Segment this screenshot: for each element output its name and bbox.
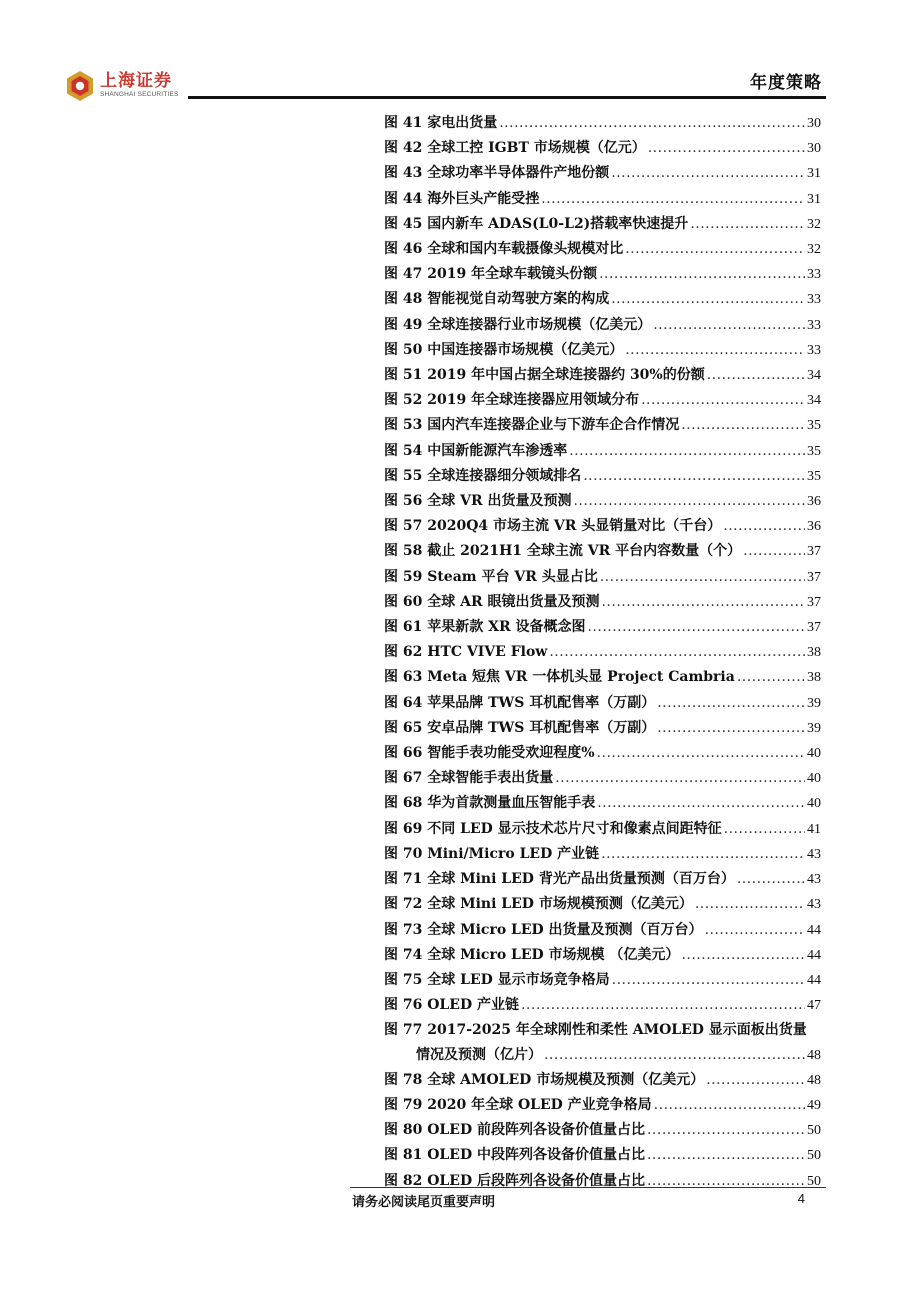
- dot-leader: [601, 590, 805, 614]
- toc-entry[interactable]: [384, 615, 821, 640]
- toc-entry[interactable]: [384, 817, 821, 842]
- toc-entry[interactable]: [384, 943, 821, 968]
- toc-entry-page: 35: [807, 418, 821, 434]
- toc-entry-label: 图 77 2017-2025 年全球刚性和柔性 AMOLED 显示面板出货量: [384, 1022, 807, 1039]
- toc-entry[interactable]: [384, 262, 821, 287]
- dot-leader: [499, 111, 805, 135]
- toc-entry-page: 41: [807, 821, 821, 837]
- toc-entry-label: 图 56 全球 VR 出货量及预测: [384, 493, 572, 510]
- dot-leader: [597, 741, 805, 765]
- footer-divider: [350, 1187, 826, 1188]
- toc-entry[interactable]: [384, 691, 821, 716]
- dot-leader: [597, 791, 805, 815]
- toc-entry-page: 33: [807, 267, 821, 283]
- toc-entry-label: 图 49 全球连接器行业市场规模（亿美元）: [384, 316, 652, 333]
- toc-entry-label: 图 48 智能视觉自动驾驶方案的构成: [384, 291, 610, 308]
- dot-leader: [612, 968, 805, 992]
- dot-leader: [657, 716, 805, 740]
- toc-entry-label: 图 69 不同 LED 显示技术芯片尺寸和像素点间距特征: [384, 820, 722, 837]
- toc-entry-label: 图 70 Mini/Micro LED 产业链: [384, 845, 600, 862]
- toc-entry-label-continued: 情况及预测（亿片）: [416, 1046, 542, 1063]
- dot-leader: [724, 817, 805, 841]
- toc-entry-page: 37: [807, 544, 821, 560]
- toc-entry[interactable]: [384, 741, 821, 766]
- toc-entry-label: 图 55 全球连接器细分领域排名: [384, 467, 582, 484]
- toc-entry[interactable]: [384, 892, 821, 917]
- toc-entry-label: 图 65 安卓品牌 TWS 耳机配售率（万副）: [384, 719, 656, 736]
- toc-entry[interactable]: [384, 489, 821, 514]
- toc-entry[interactable]: [384, 1068, 821, 1093]
- toc-entry[interactable]: [384, 565, 821, 590]
- toc-entry[interactable]: [384, 388, 821, 413]
- toc-entry[interactable]: [384, 464, 821, 489]
- report-type-title: 年度策略: [750, 73, 822, 93]
- figure-index-list: [384, 111, 821, 1194]
- toc-entry-label: 图 67 全球智能手表出货量: [384, 770, 554, 787]
- toc-entry[interactable]: [384, 136, 821, 161]
- dot-leader: [569, 439, 805, 463]
- dot-leader: [737, 867, 805, 891]
- toc-entry-label: 图 51 2019 年中国占据全球连接器约 30%的份额: [384, 367, 705, 384]
- toc-entry-label: 图 81 OLED 中段阵列各设备价值量占比: [384, 1147, 645, 1164]
- toc-entry-page: 44: [807, 947, 821, 963]
- dot-leader: [653, 313, 805, 337]
- toc-entry[interactable]: [384, 590, 821, 615]
- toc-entry-page: 35: [807, 443, 821, 459]
- toc-entry-page: 50: [807, 1123, 821, 1139]
- toc-entry-page: 48: [807, 1047, 821, 1063]
- dot-leader: [743, 539, 805, 563]
- dot-leader: [549, 640, 805, 664]
- toc-entry-page: 48: [807, 1072, 821, 1088]
- toc-entry[interactable]: [384, 665, 821, 690]
- toc-entry-label: 图 73 全球 Micro LED 出货量及预测（百万台）: [384, 921, 703, 938]
- toc-entry[interactable]: [384, 539, 821, 564]
- toc-entry[interactable]: [384, 993, 821, 1018]
- toc-entry-label: 图 61 苹果新款 XR 设备概念图: [384, 619, 586, 636]
- toc-entry[interactable]: [384, 1093, 821, 1118]
- toc-entry-page: 33: [807, 292, 821, 308]
- toc-entry[interactable]: [384, 237, 821, 262]
- dot-leader: [611, 287, 805, 311]
- toc-entry[interactable]: [384, 1143, 821, 1168]
- dot-leader: [555, 766, 805, 790]
- toc-entry[interactable]: [384, 212, 821, 237]
- toc-entry-page: 33: [807, 342, 821, 358]
- toc-entry[interactable]: [384, 968, 821, 993]
- toc-entry[interactable]: [384, 187, 821, 212]
- dot-leader: [681, 413, 805, 437]
- toc-entry-page: 38: [807, 645, 821, 661]
- toc-entry-page: 40: [807, 746, 821, 762]
- toc-entry-label: 图 50 中国连接器市场规模（亿美元）: [384, 341, 624, 358]
- toc-entry[interactable]: [384, 439, 821, 464]
- toc-entry-label: 图 42 全球工控 IGBT 市场规模（亿元）: [384, 140, 646, 157]
- toc-entry-page: 47: [807, 998, 821, 1014]
- toc-entry[interactable]: [384, 716, 821, 741]
- toc-entry[interactable]: [384, 1169, 821, 1194]
- toc-entry-page: 50: [807, 1173, 821, 1189]
- toc-entry-label: 图 47 2019 年全球车载镜头份额: [384, 266, 598, 283]
- toc-entry-page: 35: [807, 468, 821, 484]
- toc-entry-label: 图 57 2020Q4 市场主流 VR 头显销量对比（千台）: [384, 518, 722, 535]
- footer-disclaimer: 请务必阅读尾页重要声明: [352, 1195, 496, 1210]
- dot-leader: [611, 161, 805, 185]
- toc-entry-label: 图 43 全球功率半导体器件产地份额: [384, 165, 610, 182]
- toc-entry[interactable]: [384, 338, 821, 363]
- company-logo: [64, 70, 179, 102]
- toc-entry-label: 图 80 OLED 前段阵列各设备价值量占比: [384, 1122, 645, 1139]
- toc-entry[interactable]: [384, 514, 821, 539]
- dot-leader: [654, 1093, 805, 1117]
- toc-entry-page: 32: [807, 242, 821, 258]
- toc-entry-page: 37: [807, 569, 821, 585]
- toc-entry-label: 图 66 智能手表功能受欢迎程度%: [384, 745, 595, 762]
- toc-entry-label: 图 76 OLED 产业链: [384, 997, 519, 1014]
- toc-entry-page: 49: [807, 1097, 821, 1113]
- toc-entry-label: 图 62 HTC VIVE Flow: [384, 644, 548, 661]
- toc-entry-label: 图 64 苹果品牌 TWS 耳机配售率（万副）: [384, 694, 656, 711]
- toc-entry-page: 39: [807, 720, 821, 736]
- toc-entry[interactable]: [384, 791, 821, 816]
- dot-leader: [690, 212, 805, 236]
- dot-leader: [544, 1043, 805, 1067]
- toc-entry-label: 图 63 Meta 短焦 VR 一体机头显 Project Cambria: [384, 669, 735, 686]
- dot-leader: [573, 489, 805, 513]
- dot-leader: [541, 187, 805, 211]
- logo-chinese-name: 上海证券: [100, 71, 172, 92]
- toc-entry[interactable]: [384, 640, 821, 665]
- logo-english-name: SHANGHAI SECURITIES: [100, 91, 179, 99]
- toc-entry-page: 40: [807, 771, 821, 787]
- toc-entry[interactable]: [384, 313, 821, 338]
- dot-leader: [641, 388, 805, 412]
- toc-entry-label: 图 68 华为首款测量血压智能手表: [384, 795, 596, 812]
- dot-leader: [583, 464, 805, 488]
- toc-entry-label: 图 79 2020 年全球 OLED 产业竞争格局: [384, 1096, 652, 1113]
- dot-leader: [737, 665, 805, 689]
- dot-leader: [723, 514, 805, 538]
- toc-entry-label: 图 46 全球和国内车载摄像头规模对比: [384, 241, 624, 258]
- toc-entry-label: 图 82 OLED 后段阵列各设备价值量占比: [384, 1172, 645, 1189]
- toc-entry-page: 37: [807, 594, 821, 610]
- toc-entry[interactable]: [384, 161, 821, 186]
- toc-entry-page: 39: [807, 695, 821, 711]
- dot-leader: [587, 615, 805, 639]
- toc-entry[interactable]: [384, 867, 821, 892]
- toc-entry-label: 图 59 Steam 平台 VR 头显占比: [384, 568, 598, 585]
- toc-entry-page: 43: [807, 872, 821, 888]
- toc-entry-page: 38: [807, 670, 821, 686]
- toc-entry[interactable]: [384, 287, 821, 312]
- dot-leader: [647, 1118, 805, 1142]
- toc-entry[interactable]: [384, 918, 821, 943]
- toc-entry[interactable]: [384, 363, 821, 388]
- dot-leader: [599, 262, 805, 286]
- dot-leader: [625, 237, 805, 261]
- toc-entry-page: 32: [807, 216, 821, 232]
- toc-entry-label: 图 53 国内汽车连接器企业与下游车企合作情况: [384, 417, 680, 434]
- toc-entry[interactable]: [384, 1118, 821, 1143]
- toc-entry-page: 43: [807, 846, 821, 862]
- toc-entry-label: 图 54 中国新能源汽车渗透率: [384, 442, 568, 459]
- dot-leader: [681, 943, 805, 967]
- toc-entry-page: 30: [807, 141, 821, 157]
- toc-entry-page: 36: [807, 494, 821, 510]
- toc-entry-page: 33: [807, 317, 821, 333]
- toc-entry[interactable]: [384, 111, 821, 136]
- dot-leader: [648, 136, 805, 160]
- toc-entry[interactable]: [384, 842, 821, 867]
- toc-entry-label: 图 74 全球 Micro LED 市场规模 （亿美元）: [384, 946, 680, 963]
- dot-leader: [657, 691, 805, 715]
- shanghai-securities-logo-icon: [64, 70, 96, 102]
- toc-entry[interactable]: [384, 413, 821, 438]
- dot-leader: [625, 338, 805, 362]
- toc-entry-label: 图 44 海外巨头产能受挫: [384, 190, 540, 207]
- header-divider: [188, 96, 826, 99]
- toc-entry-label: 图 52 2019 年全球连接器应用领域分布: [384, 392, 640, 409]
- dot-leader: [647, 1169, 805, 1193]
- toc-entry[interactable]: [384, 1018, 821, 1067]
- page-number: 4: [797, 1191, 805, 1206]
- toc-entry-label: 图 41 家电出货量: [384, 115, 498, 131]
- toc-entry-label: 图 78 全球 AMOLED 市场规模及预测（亿美元）: [384, 1071, 705, 1088]
- toc-entry-page: 40: [807, 796, 821, 812]
- toc-entry-page: 44: [807, 972, 821, 988]
- toc-entry-page: 34: [807, 368, 821, 384]
- toc-entry-label: 图 58 截止 2021H1 全球主流 VR 平台内容数量（个）: [384, 543, 742, 560]
- dot-leader: [695, 892, 805, 916]
- toc-entry-page: 37: [807, 620, 821, 636]
- toc-entry-label: 图 72 全球 Mini LED 市场规模预测（亿美元）: [384, 896, 693, 913]
- dot-leader: [706, 1068, 805, 1092]
- toc-entry-page: 31: [807, 191, 821, 207]
- toc-entry-page: 36: [807, 519, 821, 535]
- toc-entry-label: 图 71 全球 Mini LED 背光产品出货量预测（百万台）: [384, 871, 735, 888]
- toc-entry[interactable]: [384, 766, 821, 791]
- toc-entry-page: 44: [807, 922, 821, 938]
- dot-leader: [707, 363, 805, 387]
- toc-entry-page: 31: [807, 166, 821, 182]
- toc-entry-label: 图 60 全球 AR 眼镜出货量及预测: [384, 593, 600, 610]
- dot-leader: [600, 565, 805, 589]
- toc-entry-page: 34: [807, 393, 821, 409]
- toc-entry-label: 图 45 国内新车 ADAS(L0-L2)搭载率快速提升: [384, 215, 689, 232]
- dot-leader: [705, 918, 805, 942]
- toc-entry-page: 30: [807, 116, 821, 131]
- toc-entry-page: 50: [807, 1148, 821, 1164]
- dot-leader: [601, 842, 805, 866]
- dot-leader: [521, 993, 805, 1017]
- dot-leader: [647, 1143, 805, 1167]
- toc-entry-page: 43: [807, 897, 821, 913]
- toc-entry-label: 图 75 全球 LED 显示市场竞争格局: [384, 971, 610, 988]
